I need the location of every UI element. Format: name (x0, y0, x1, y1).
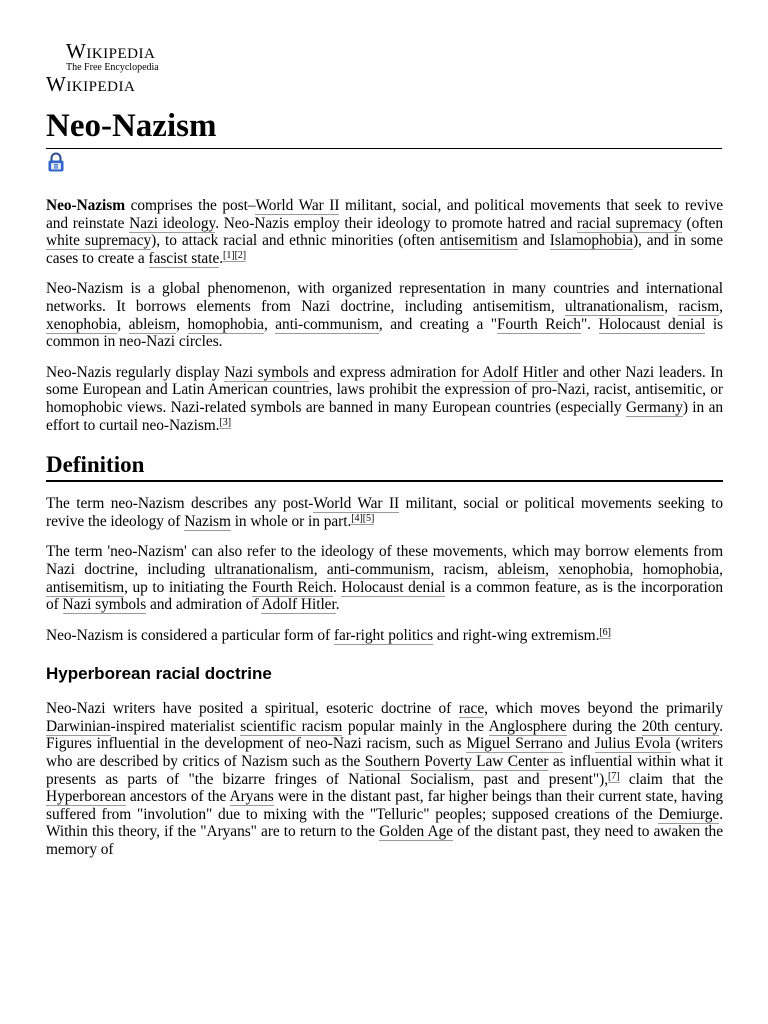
lead-section (46, 197, 723, 434)
wiki-link[interactable]: Darwinian (46, 717, 111, 735)
wiki-link[interactable]: antisemitism (46, 578, 125, 596)
wiki-link[interactable]: Julius Evola (594, 735, 671, 753)
wiki-link[interactable]: Fourth Reich (497, 315, 581, 333)
text-run: were in the distant past, far higher beings than their current state, having suffered from "involution" due to mixing with the "Telluric" peoples; supposed creations of the (46, 788, 723, 823)
logo-tagline: The Free Encyclopedia (66, 62, 159, 73)
citation-ref[interactable] (219, 417, 231, 429)
text-run: . Neo-Nazis employ their ideology to promote hatred and (215, 214, 578, 232)
text-run: , (313, 560, 327, 578)
text-run: . Figures influential in the development of neo-Nazi racism, such as (46, 717, 724, 753)
wiki-link[interactable]: ableism (497, 560, 546, 578)
text-run: , (719, 297, 723, 315)
wiki-link[interactable]: xenophobia (558, 560, 630, 578)
paragraph (46, 543, 723, 613)
padlock-icon[interactable] (47, 152, 65, 172)
wiki-link[interactable]: ableism (128, 315, 177, 333)
wiki-link[interactable]: race (458, 700, 485, 718)
wiki-link[interactable]: Fourth Reich (251, 578, 334, 596)
subsection-heading-hyperborean: Hyperborean racial doctrine (46, 664, 272, 684)
wiki-link[interactable]: white supremacy (46, 232, 152, 250)
text-run: militant, social or political movements seeking to revive the ideology of (46, 495, 723, 530)
text-run: , (117, 315, 129, 333)
paragraph (46, 495, 723, 530)
wiki-link[interactable]: Islamophobia (549, 232, 633, 250)
wiki-link[interactable]: scientific racism (240, 717, 343, 735)
text-run: and (562, 735, 595, 753)
text-run: is a common feature, as is the incorporation of (46, 578, 723, 614)
wiki-link[interactable]: ultranationalism (565, 297, 665, 315)
text-run: Neo-Nazism is considered a particular form of (46, 626, 334, 644)
wiki-link[interactable]: World War II (313, 495, 400, 513)
citation-ref[interactable] (223, 250, 235, 262)
text-run: , up to initiating the (124, 578, 252, 596)
wiki-link[interactable]: Holocaust denial (341, 578, 446, 596)
text-run: Neo-Nazi writers have posited a spiritual, esoteric doctrine of (46, 700, 459, 718)
text-run: . Within this theory, if the "Aryans" are to return to the (46, 805, 723, 841)
logo-wordmark: Wikipedia (66, 39, 156, 63)
text-run: (writers who are described by critics of Nazism such as the (46, 735, 723, 771)
wiki-link[interactable]: Southern Poverty Law Center (364, 753, 549, 771)
citation-ref[interactable] (235, 250, 247, 262)
wiki-link[interactable]: Hyperborean (46, 788, 126, 806)
citation-link[interactable]: [7] (608, 770, 620, 782)
paragraph (46, 627, 723, 645)
text-run: of the distant past, they need to awaken the memory of (46, 823, 723, 859)
paragraph (46, 197, 723, 267)
wikipedia-logo[interactable] (46, 40, 186, 95)
wiki-link[interactable]: World War II (255, 197, 340, 214)
paragraph (46, 364, 723, 434)
text-run: , (545, 560, 559, 578)
section-heading-definition: Definition (46, 450, 723, 482)
text-run: . (335, 596, 340, 614)
text-run: The term 'neo-Nazism' can also refer to the ideology of these movements, which may borrow elements from Nazi doctrine, including (46, 543, 723, 578)
logo-wordmark-secondary: Wikipedia (46, 72, 136, 96)
wiki-link[interactable]: far-right politics (333, 626, 434, 644)
text-run: , (664, 297, 679, 315)
wiki-link[interactable]: anti-communism (326, 560, 431, 578)
wiki-link[interactable]: homophobia (642, 560, 720, 578)
text-run: and other Nazi leaders. In some European and Latin American countries, laws prohibit the expression of pro-Nazi, racist, antisemitic, or homophobic views. Nazi-related symbols are banned in many European countries (especially (46, 363, 723, 416)
text-run: ) in an effort to curtail neo-Nazism. (46, 398, 724, 434)
wiki-link[interactable]: Golden Age (379, 823, 453, 841)
wiki-link[interactable]: antisemitism (439, 232, 518, 250)
text-run: is common in neo-Nazi circles. (46, 315, 723, 351)
text-run: , racism, (430, 560, 498, 578)
wiki-link[interactable]: Adolf Hitler (482, 363, 559, 381)
citation-ref[interactable] (351, 513, 363, 525)
text-run: ), and in some cases to create a (46, 232, 723, 267)
wiki-link[interactable]: homophobia (187, 315, 264, 333)
text-run: -inspired materialist (110, 717, 241, 735)
text-run: , (719, 560, 723, 578)
text-run: , which moves beyond the primarily (484, 700, 723, 718)
citation-ref[interactable] (608, 771, 620, 783)
citation-link[interactable]: [3] (219, 416, 231, 428)
text-run: , (176, 315, 188, 333)
text-run: ancestors of the (125, 788, 230, 806)
citation-link[interactable]: [5] (362, 512, 375, 524)
text-run: , (263, 315, 276, 333)
wiki-link[interactable]: Nazi ideology (129, 214, 216, 232)
paragraph (46, 280, 723, 350)
text-run: ". (580, 315, 599, 333)
text-run: . (219, 249, 224, 267)
text-run: ), to attack racial and ethnic minorities (often (151, 232, 440, 250)
citation-link[interactable]: [4] (351, 512, 363, 524)
text-run: , (629, 560, 643, 578)
paragraph (46, 700, 723, 858)
text-run: and admiration of (146, 596, 262, 614)
citation-link[interactable]: [2] (234, 249, 247, 261)
bold-term: Neo-Nazism (46, 197, 125, 214)
wiki-link[interactable]: racial supremacy (577, 214, 682, 232)
text-run: in whole or in part. (230, 512, 352, 530)
wiki-link[interactable]: 20th century (641, 717, 720, 735)
citation-link[interactable]: [1] (223, 249, 235, 261)
text-run: , and creating a " (378, 315, 498, 333)
text-run: during the (566, 717, 642, 735)
article-body (46, 197, 723, 872)
citation-ref[interactable] (363, 513, 375, 525)
citation-link[interactable]: [6] (599, 626, 611, 638)
text-run: . (333, 578, 342, 596)
text-run: and express admiration for (308, 363, 483, 381)
wiki-link[interactable]: ultranationalism (214, 560, 314, 578)
text-run: as influential within what it presents as parts of "the bizarre fringes of National Socialism, past and present"), (46, 753, 723, 788)
wiki-link[interactable]: Holocaust denial (598, 315, 706, 333)
wiki-link[interactable]: xenophobia (46, 315, 118, 333)
definition-section (46, 495, 723, 644)
wiki-link[interactable]: Miguel Serrano (466, 735, 563, 753)
wiki-link[interactable]: Nazism (184, 512, 231, 530)
text-run: and right-wing extremism. (433, 626, 600, 644)
text-run: comprises the post– (125, 197, 256, 214)
wiki-link[interactable]: Nazi symbols (62, 596, 147, 614)
citation-ref[interactable] (599, 627, 611, 639)
page-title: Neo-Nazism (46, 106, 722, 149)
text-run: Neo-Nazis regularly display (46, 363, 225, 381)
wiki-link[interactable]: fascist state (148, 249, 220, 267)
wiki-link[interactable]: Germany (625, 398, 683, 416)
text-run: Neo-Nazism is a global phenomenon, with organized representation in many countries and international networks. It borrows elements from Nazi doctrine, including antisemitism, (46, 280, 723, 315)
text-run: militant, social, and political movements that seek to revive and reinstate (46, 197, 723, 232)
text-run: claim that the (619, 770, 723, 788)
wiki-link[interactable]: Demiurge (658, 805, 720, 823)
text-run: The term neo-Nazism describes any post- (46, 495, 314, 513)
wiki-link[interactable]: anti-communism (275, 315, 379, 333)
wiki-link[interactable]: Anglosphere (488, 717, 567, 735)
wiki-link[interactable]: Adolf Hitler (261, 596, 336, 614)
text-run: and (517, 232, 550, 250)
text-run: popular mainly in the (342, 717, 489, 735)
text-run: (often (681, 214, 723, 232)
hyperborean-section (46, 700, 723, 858)
wiki-link[interactable]: Aryans (229, 788, 274, 806)
wiki-link[interactable]: Nazi symbols (224, 363, 309, 381)
wiki-link[interactable]: racism (678, 297, 720, 315)
